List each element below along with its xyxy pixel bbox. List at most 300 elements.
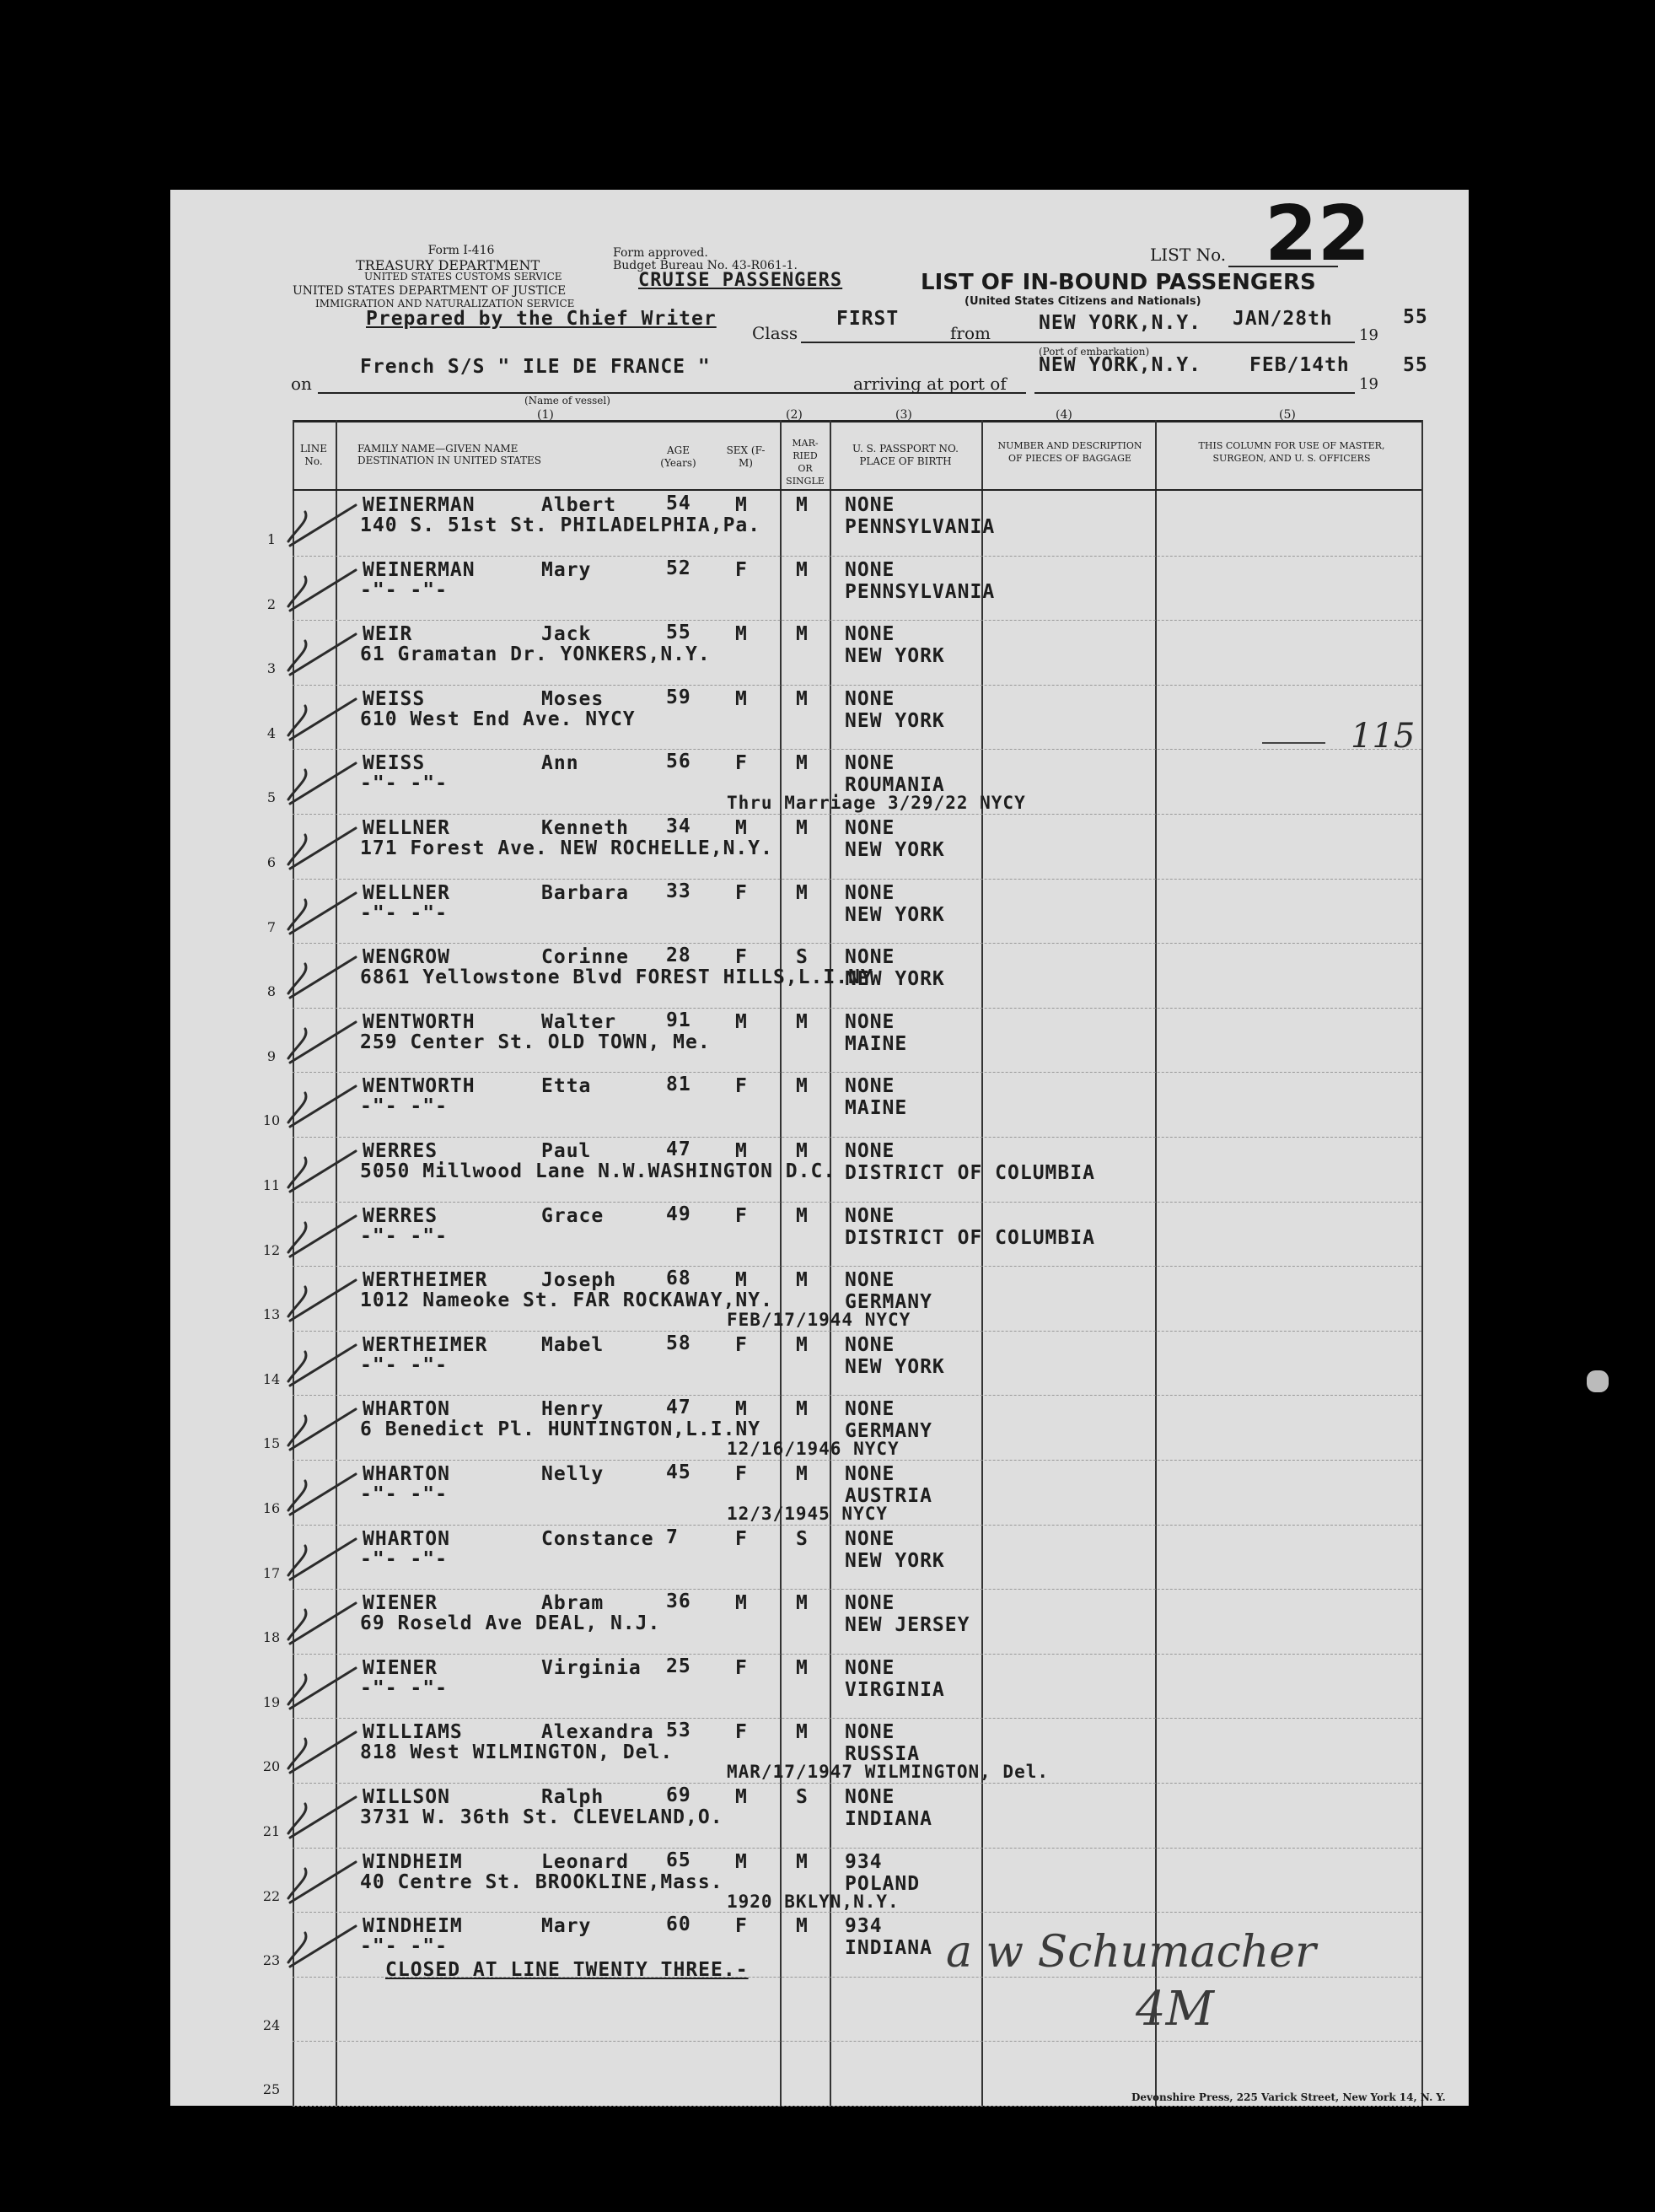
line-number: 10 bbox=[262, 1112, 281, 1129]
given-name: Ralph bbox=[541, 1786, 605, 1808]
destination: -"- -"- bbox=[360, 1547, 448, 1570]
age: 91 bbox=[666, 1009, 691, 1031]
marital-status: M bbox=[796, 687, 809, 710]
row-divider bbox=[293, 1137, 1421, 1138]
passport-number: NONE bbox=[845, 1333, 895, 1356]
given-name: Virginia bbox=[541, 1656, 642, 1679]
family-name: WHARTON bbox=[363, 1398, 450, 1421]
age: 45 bbox=[666, 1461, 691, 1483]
marital-status: M bbox=[796, 1850, 809, 1873]
passport-number: 934 bbox=[845, 1915, 883, 1938]
passport-number: NONE bbox=[845, 752, 895, 775]
passport-number: 934 bbox=[845, 1850, 883, 1873]
given-name: Walter bbox=[541, 1010, 617, 1033]
col-header-sex: SEX (F-M) bbox=[726, 444, 766, 469]
destination: -"- -"- bbox=[360, 1676, 448, 1699]
destination: -"- -"- bbox=[360, 579, 448, 601]
sex: M bbox=[735, 1850, 748, 1873]
col-num-2: (2) bbox=[786, 408, 803, 422]
check-mark-icon bbox=[280, 1529, 360, 1588]
given-name: Mary bbox=[541, 558, 592, 581]
place-of-birth: NEW YORK bbox=[845, 968, 945, 991]
place-of-birth: INDIANA bbox=[845, 1937, 932, 1960]
row-divider bbox=[293, 1460, 1421, 1461]
age: 34 bbox=[666, 815, 691, 837]
sex: M bbox=[735, 623, 748, 646]
age: 59 bbox=[666, 686, 691, 708]
place-of-birth: NEW YORK bbox=[845, 645, 945, 668]
given-name: Albert bbox=[541, 494, 617, 516]
given-name: Paul bbox=[541, 1140, 592, 1162]
passport-number: NONE bbox=[845, 558, 895, 581]
destination: 259 Center St. OLD TOWN, Me. bbox=[360, 1031, 711, 1053]
line-number: 1 bbox=[266, 531, 277, 547]
place-of-birth: DISTRICT OF COLUMBIA bbox=[845, 1162, 1095, 1184]
sex: M bbox=[735, 1592, 748, 1615]
line-number: 25 bbox=[262, 2081, 281, 2098]
age: 53 bbox=[666, 1720, 691, 1742]
sex: F bbox=[735, 1721, 748, 1744]
marital-status: M bbox=[796, 1333, 809, 1356]
family-name: WEINERMAN bbox=[363, 494, 476, 516]
destination: -"- -"- bbox=[360, 901, 448, 924]
col-header-baggage: NUMBER AND DESCRIPTION OF PIECES OF BAGGAGE bbox=[997, 440, 1142, 464]
from-label: from bbox=[950, 323, 991, 343]
destination: 140 S. 51st St. PHILADELPHIA,Pa. bbox=[360, 514, 761, 536]
marital-status: M bbox=[796, 1721, 809, 1744]
passenger-manifest-sheet bbox=[170, 190, 1469, 2106]
marital-status: M bbox=[796, 752, 809, 775]
passport-number: NONE bbox=[845, 1269, 895, 1292]
arrival-date: FEB/14th bbox=[1249, 354, 1350, 376]
passport-number: NONE bbox=[845, 1204, 895, 1227]
check-mark-icon bbox=[280, 1852, 360, 1911]
check-mark-icon bbox=[280, 495, 360, 554]
line-number: 24 bbox=[262, 2016, 281, 2033]
age: 47 bbox=[666, 1397, 691, 1419]
customs-service: UNITED STATES CUSTOMS SERVICE bbox=[364, 271, 562, 283]
line-number: 17 bbox=[262, 1564, 281, 1581]
year-prefix-2: 19 bbox=[1359, 375, 1378, 393]
family-name: WERTHEIMER bbox=[363, 1269, 488, 1292]
sex: M bbox=[735, 1010, 748, 1033]
col-header-name: FAMILY NAME—GIVEN NAME bbox=[357, 443, 519, 455]
family-name: WEINERMAN bbox=[363, 558, 476, 581]
destination: 3731 W. 36th St. CLEVELAND,O. bbox=[360, 1806, 723, 1828]
from-port: NEW YORK,N.Y. bbox=[1039, 312, 1202, 334]
col-header-passport: U. S. PASSPORT NO. PLACE OF BIRTH bbox=[852, 443, 959, 467]
check-mark-icon bbox=[280, 883, 360, 942]
marital-status: M bbox=[796, 1656, 809, 1679]
age: 36 bbox=[666, 1590, 691, 1613]
naturalization-note: MAR/17/1947 WILMINGTON, Del. bbox=[727, 1762, 1050, 1783]
place-of-birth: MAINE bbox=[845, 1097, 908, 1120]
passport-number: NONE bbox=[845, 494, 895, 516]
marital-status: M bbox=[796, 881, 809, 904]
on-label: on bbox=[291, 374, 312, 394]
row-divider bbox=[293, 620, 1421, 621]
age: 33 bbox=[666, 880, 691, 902]
destination: 6861 Yellowstone Blvd FOREST HILLS,L.I.NY bbox=[360, 966, 873, 989]
check-mark-icon bbox=[280, 1399, 360, 1458]
check-mark-icon bbox=[280, 1658, 360, 1717]
marital-status: M bbox=[796, 817, 809, 839]
check-mark-icon bbox=[280, 1464, 360, 1523]
check-mark-icon bbox=[280, 1335, 360, 1394]
vessel-name-label: (Name of vessel) bbox=[524, 395, 610, 406]
row-divider bbox=[293, 1072, 1421, 1073]
col-header-married: MAR-RIED OR SINGLE bbox=[786, 438, 825, 487]
destination: -"- -"- bbox=[360, 1095, 448, 1118]
age: 68 bbox=[666, 1267, 691, 1290]
officer-signature: a w Schumacher bbox=[946, 1927, 1316, 1978]
sex: F bbox=[735, 881, 748, 904]
check-mark-icon bbox=[280, 1593, 360, 1652]
family-name: WINDHEIM bbox=[363, 1850, 463, 1873]
place-of-birth: DISTRICT OF COLUMBIA bbox=[845, 1226, 1095, 1249]
line-number: 13 bbox=[262, 1306, 281, 1323]
row-divider bbox=[293, 1589, 1421, 1590]
passport-number: NONE bbox=[845, 1463, 895, 1485]
family-name: WERRES bbox=[363, 1204, 438, 1227]
check-mark-icon bbox=[280, 1722, 360, 1781]
check-mark-icon bbox=[280, 624, 360, 683]
line-number: 4 bbox=[266, 724, 277, 741]
sex: F bbox=[735, 1463, 748, 1485]
sex: M bbox=[735, 687, 748, 710]
check-mark-icon bbox=[280, 689, 360, 748]
col-num-1: (1) bbox=[537, 408, 554, 422]
col-num-4: (4) bbox=[1056, 408, 1072, 422]
destination: -"- -"- bbox=[360, 1935, 448, 1958]
passport-number: NONE bbox=[845, 1140, 895, 1162]
family-name: WIENER bbox=[363, 1592, 438, 1615]
row-divider bbox=[293, 556, 1421, 557]
line-number: 15 bbox=[262, 1435, 281, 1452]
family-name: WENTWORTH bbox=[363, 1010, 476, 1033]
destination: -"- -"- bbox=[360, 1483, 448, 1505]
sex: F bbox=[735, 558, 748, 581]
check-mark-icon bbox=[280, 947, 360, 1006]
sex: F bbox=[735, 1915, 748, 1938]
form-number: Form I-416 bbox=[427, 244, 495, 257]
list-subtitle: (United States Citizens and Nationals) bbox=[965, 295, 1201, 308]
passport-number: NONE bbox=[845, 1786, 895, 1808]
row-divider bbox=[293, 1395, 1421, 1396]
line-number: 16 bbox=[262, 1500, 281, 1516]
class-label: Class bbox=[752, 323, 798, 343]
family-name: WERRES bbox=[363, 1140, 438, 1162]
sex: F bbox=[735, 1075, 748, 1098]
place-of-birth: NEW YORK bbox=[845, 839, 945, 861]
row-divider bbox=[293, 1783, 1421, 1784]
family-name: WIENER bbox=[363, 1656, 438, 1679]
arriving-label: arriving at port of bbox=[853, 374, 1007, 394]
passport-number: NONE bbox=[845, 1721, 895, 1744]
marital-status: M bbox=[796, 1463, 809, 1485]
line-number: 2 bbox=[266, 595, 277, 612]
destination: 69 Roseld Ave DEAL, N.J. bbox=[360, 1612, 661, 1635]
naturalization-note: 12/16/1946 NYCY bbox=[727, 1439, 900, 1460]
arrival-port: NEW YORK,N.Y. bbox=[1039, 354, 1202, 376]
family-name: WELLNER bbox=[363, 817, 450, 839]
destination: 171 Forest Ave. NEW ROCHELLE,N.Y. bbox=[360, 837, 773, 859]
passport-number: NONE bbox=[845, 1398, 895, 1421]
line-number: 7 bbox=[266, 918, 277, 935]
check-mark-icon bbox=[280, 1787, 360, 1846]
marital-status: M bbox=[796, 1204, 809, 1227]
age: 25 bbox=[666, 1655, 691, 1677]
place-of-birth: PENNSYLVANIA bbox=[845, 580, 996, 603]
check-mark-icon bbox=[280, 1270, 360, 1329]
closed-note: CLOSED AT LINE TWENTY THREE.- bbox=[385, 1959, 749, 1981]
age: 47 bbox=[666, 1138, 691, 1160]
age: 69 bbox=[666, 1784, 691, 1806]
col-header-line: LINE No. bbox=[300, 443, 327, 467]
family-name: WILLSON bbox=[363, 1786, 450, 1808]
line-number: 20 bbox=[262, 1758, 281, 1775]
check-mark-icon bbox=[280, 818, 360, 877]
row-divider bbox=[293, 1266, 1421, 1267]
line-number: 12 bbox=[262, 1241, 281, 1258]
col-num-5: (5) bbox=[1279, 408, 1296, 422]
place-of-birth: GERMANY bbox=[845, 1420, 932, 1443]
check-mark-icon bbox=[280, 560, 360, 619]
officer-initials: 4M bbox=[1136, 1982, 1214, 2037]
marital-status: S bbox=[796, 1527, 809, 1550]
sex: F bbox=[735, 752, 748, 775]
line-number: 9 bbox=[266, 1047, 277, 1064]
sex: F bbox=[735, 1527, 748, 1550]
family-name: WINDHEIM bbox=[363, 1915, 463, 1938]
place-of-birth: POLAND bbox=[845, 1872, 921, 1895]
marital-status: M bbox=[796, 1592, 809, 1615]
marital-status: M bbox=[796, 558, 809, 581]
row-divider bbox=[293, 1848, 1421, 1849]
given-name: Abram bbox=[541, 1592, 605, 1615]
year-1: 55 bbox=[1403, 306, 1428, 328]
marital-status: S bbox=[796, 1786, 809, 1808]
budget-bureau: Budget Bureau No. 43-R061-1. bbox=[613, 259, 798, 272]
destination: 610 West End Ave. NYCY bbox=[360, 708, 636, 730]
marital-status: M bbox=[796, 1010, 809, 1033]
given-name: Alexandra bbox=[541, 1721, 654, 1744]
ins-label: IMMIGRATION AND NATURALIZATION SERVICE bbox=[315, 298, 575, 309]
check-mark-icon bbox=[280, 1141, 360, 1200]
family-name: WERTHEIMER bbox=[363, 1333, 488, 1356]
place-of-birth: AUSTRIA bbox=[845, 1485, 932, 1507]
age: 58 bbox=[666, 1332, 691, 1354]
row-divider bbox=[293, 2041, 1421, 2042]
given-name: Henry bbox=[541, 1398, 605, 1421]
age: 7 bbox=[666, 1526, 679, 1548]
row-divider bbox=[293, 1202, 1421, 1203]
paper-speck bbox=[1587, 1370, 1609, 1392]
row-divider bbox=[293, 749, 1421, 750]
row-divider bbox=[293, 2106, 1421, 2107]
naturalization-note: 12/3/1945 NYCY bbox=[727, 1504, 889, 1524]
age: 81 bbox=[666, 1074, 691, 1096]
place-of-birth: NEW JERSEY bbox=[845, 1614, 970, 1637]
row-divider bbox=[293, 1912, 1421, 1913]
marital-status: M bbox=[796, 623, 809, 646]
line-number: 14 bbox=[262, 1370, 281, 1387]
passport-number: NONE bbox=[845, 946, 895, 969]
line-number: 21 bbox=[262, 1823, 281, 1839]
marital-status: M bbox=[796, 494, 809, 516]
age: 49 bbox=[666, 1203, 691, 1225]
class-value: FIRST bbox=[836, 308, 900, 330]
department-of-justice: UNITED STATES DEPARTMENT OF JUSTICE bbox=[293, 284, 567, 298]
vessel-name: French S/S " ILE DE FRANCE " bbox=[360, 356, 711, 378]
sex: F bbox=[735, 1333, 748, 1356]
given-name: Grace bbox=[541, 1204, 605, 1227]
line-number: 23 bbox=[262, 1952, 281, 1969]
row-divider bbox=[293, 879, 1421, 880]
destination: 40 Centre St. BROOKLINE,Mass. bbox=[360, 1870, 723, 1893]
destination: -"- -"- bbox=[360, 1354, 448, 1376]
marital-status: M bbox=[796, 1398, 809, 1421]
line-number: 5 bbox=[266, 789, 277, 806]
passport-number: NONE bbox=[845, 1656, 895, 1679]
passport-number: NONE bbox=[845, 1010, 895, 1033]
family-name: WEISS bbox=[363, 752, 426, 775]
list-number: 22 bbox=[1265, 190, 1371, 278]
row-divider bbox=[293, 685, 1421, 686]
cruise-passengers-stamp: CRUISE PASSENGERS bbox=[638, 270, 843, 291]
form-approved: Form approved. bbox=[613, 246, 708, 260]
row-divider bbox=[293, 1654, 1421, 1655]
age: 55 bbox=[666, 622, 691, 644]
passport-number: NONE bbox=[845, 1075, 895, 1098]
officer-note-dash bbox=[1262, 742, 1325, 744]
marital-status: M bbox=[796, 1269, 809, 1292]
given-name: Corinne bbox=[541, 946, 629, 969]
check-mark-icon bbox=[280, 1206, 360, 1265]
row-divider bbox=[293, 1525, 1421, 1526]
place-of-birth: NEW YORK bbox=[845, 709, 945, 732]
family-name: WILLIAMS bbox=[363, 1721, 463, 1744]
sex: F bbox=[735, 946, 748, 969]
row-divider bbox=[293, 1008, 1421, 1009]
age: 52 bbox=[666, 557, 691, 579]
destination: 1012 Nameoke St. FAR ROCKAWAY,NY. bbox=[360, 1289, 773, 1312]
check-mark-icon bbox=[280, 753, 360, 812]
marital-status: M bbox=[796, 1140, 809, 1162]
given-name: Mary bbox=[541, 1915, 592, 1938]
age: 65 bbox=[666, 1849, 691, 1871]
list-title: LIST OF IN-BOUND PASSENGERS bbox=[921, 270, 1316, 295]
row-divider bbox=[293, 1718, 1421, 1719]
col-header-age: AGE (Years) bbox=[660, 444, 696, 469]
check-mark-icon bbox=[280, 1916, 360, 1975]
sex: F bbox=[735, 1656, 748, 1679]
destination: 5050 Millwood Lane N.W.WASHINGTON D.C. bbox=[360, 1160, 836, 1182]
sex: M bbox=[735, 1786, 748, 1808]
destination: 6 Benedict Pl. HUNTINGTON,L.I.NY bbox=[360, 1418, 761, 1441]
place-of-birth: NEW YORK bbox=[845, 1549, 945, 1572]
passport-number: NONE bbox=[845, 1527, 895, 1550]
sex: M bbox=[735, 494, 748, 516]
line-number: 11 bbox=[262, 1177, 281, 1193]
naturalization-note: FEB/17/1944 NYCY bbox=[727, 1310, 911, 1331]
passport-number: NONE bbox=[845, 881, 895, 904]
destination: 61 Gramatan Dr. YONKERS,N.Y. bbox=[360, 643, 711, 666]
check-mark-icon bbox=[280, 1012, 360, 1071]
age: 28 bbox=[666, 945, 691, 967]
sex: M bbox=[735, 1269, 748, 1292]
family-name: WHARTON bbox=[363, 1527, 450, 1550]
place-of-birth: NEW YORK bbox=[845, 1355, 945, 1378]
passport-number: NONE bbox=[845, 623, 895, 646]
passport-number: NONE bbox=[845, 817, 895, 839]
marital-status: M bbox=[796, 1915, 809, 1938]
line-number: 8 bbox=[266, 983, 277, 1000]
line-number: 22 bbox=[262, 1887, 281, 1904]
treasury-department: TREASURY DEPARTMENT bbox=[356, 257, 540, 273]
given-name: Jack bbox=[541, 623, 592, 646]
place-of-birth: INDIANA bbox=[845, 1808, 932, 1830]
check-mark-icon bbox=[280, 1076, 360, 1135]
destination: 818 West WILMINGTON, Del. bbox=[360, 1741, 674, 1764]
family-name: WEISS bbox=[363, 687, 426, 710]
naturalization-note: Thru Marriage 3/29/22 NYCY bbox=[727, 793, 1026, 814]
place-of-birth: VIRGINIA bbox=[845, 1678, 945, 1701]
line-number: 3 bbox=[266, 660, 277, 677]
officer-note-number: 115 bbox=[1351, 717, 1416, 756]
passport-number: NONE bbox=[845, 1592, 895, 1615]
given-name: Mabel bbox=[541, 1333, 605, 1356]
passport-number: NONE bbox=[845, 687, 895, 710]
given-name: Constance bbox=[541, 1527, 654, 1550]
given-name: Nelly bbox=[541, 1463, 605, 1485]
sex: M bbox=[735, 817, 748, 839]
place-of-birth: GERMANY bbox=[845, 1291, 932, 1314]
col-header-officers: THIS COLUMN FOR USE OF MASTER, SURGEON, AND U. S. OFFICERS bbox=[1198, 440, 1385, 464]
age: 56 bbox=[666, 751, 691, 773]
given-name: Leonard bbox=[541, 1850, 629, 1873]
place-of-birth: ROUMANIA bbox=[845, 774, 945, 797]
place-of-birth: PENNSYLVANIA bbox=[845, 516, 996, 538]
col-num-3: (3) bbox=[895, 408, 912, 422]
destination: -"- -"- bbox=[360, 1224, 448, 1247]
sex: F bbox=[735, 1204, 748, 1227]
year-prefix-1: 19 bbox=[1359, 326, 1378, 344]
prepared-by: Prepared by the Chief Writer bbox=[366, 308, 717, 330]
destination: -"- -"- bbox=[360, 772, 448, 795]
age: 60 bbox=[666, 1913, 691, 1936]
year-2: 55 bbox=[1403, 354, 1428, 376]
place-of-birth: MAINE bbox=[845, 1032, 908, 1055]
line-number: 6 bbox=[266, 854, 277, 870]
given-name: Barbara bbox=[541, 881, 629, 904]
family-name: WHARTON bbox=[363, 1463, 450, 1485]
given-name: Kenneth bbox=[541, 817, 629, 839]
naturalization-note: 1920 BKLYN,N.Y. bbox=[727, 1891, 900, 1912]
table-top-border bbox=[293, 420, 1421, 422]
port-embarkation-label: (Port of embarkation) bbox=[1039, 346, 1150, 358]
family-name: WENGROW bbox=[363, 946, 450, 969]
family-name: WEIR bbox=[363, 623, 413, 646]
row-divider bbox=[293, 814, 1421, 815]
marital-status: S bbox=[796, 946, 809, 969]
row-divider bbox=[293, 1331, 1421, 1332]
place-of-birth: RUSSIA bbox=[845, 1743, 921, 1766]
age: 54 bbox=[666, 492, 691, 514]
printer-imprint: Devonshire Press, 225 Varick Street, New York 14, N. Y. bbox=[1131, 2091, 1446, 2103]
family-name: WELLNER bbox=[363, 881, 450, 904]
family-name: WENTWORTH bbox=[363, 1075, 476, 1098]
